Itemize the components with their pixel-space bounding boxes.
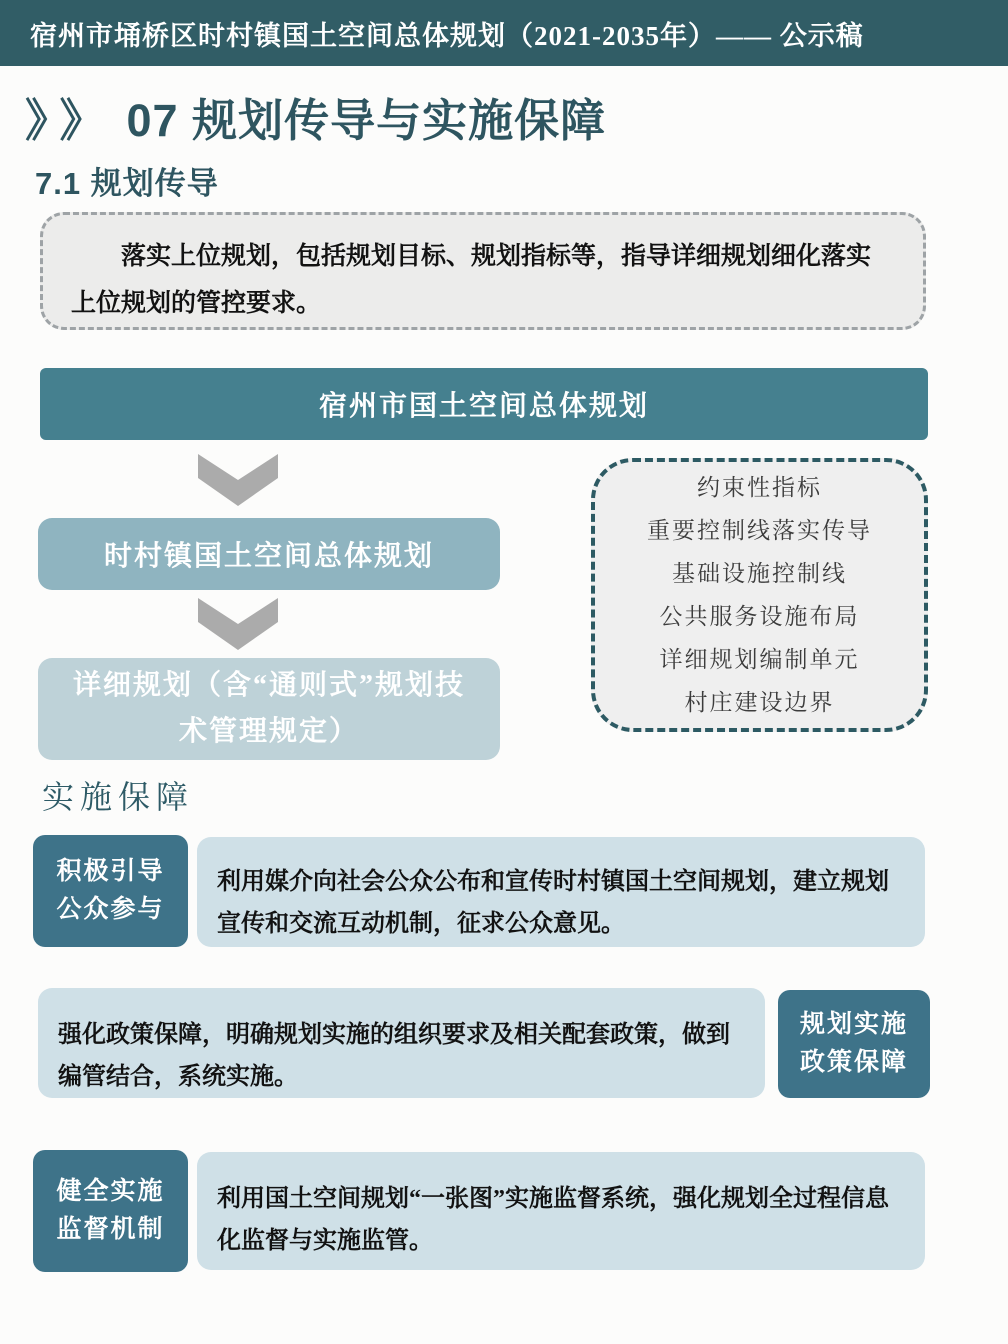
flow-box-detailed-plan (38, 658, 500, 760)
safeguard-label-supervision (33, 1150, 188, 1272)
section-title-text: 07 规划传导与实施保障 (126, 95, 607, 146)
safeguard-label-line: 政策保障 (799, 1049, 908, 1076)
safeguard-label-line: 监督机制 (56, 1216, 165, 1243)
safeguard-label-line: 积极引导 (56, 858, 165, 885)
safeguard-body-policy (38, 988, 765, 1098)
transmission-items-box (591, 458, 928, 732)
header-bar (0, 0, 1008, 66)
double-chevron-marks: 》》 (25, 95, 117, 146)
subsection-heading-safeguard: 实施保障 (42, 779, 195, 815)
transmission-item: 详细规划编制单元 (659, 647, 860, 672)
down-chevron-icon (198, 598, 278, 650)
flow-box-town-plan (38, 518, 500, 590)
flow-box-town-plan-label: 时村镇国土空间总体规划 (103, 541, 434, 572)
safeguard-body-text: 利用媒介向社会公众公布和宣传时村镇国土空间规划，建立规划宣传和交流互动机制，征求公众意见。 (217, 869, 889, 937)
section-title (25, 84, 606, 149)
down-chevron-icon (198, 454, 278, 506)
safeguard-body-supervision (197, 1152, 925, 1270)
safeguard-body-text: 强化政策保障，明确规划实施的组织要求及相关配套政策，做到编管结合，系统实施。 (58, 1022, 730, 1090)
header-title: 宿州市埇桥区时村镇国土空间总体规划（2021-2035年）—— 公示稿 (30, 20, 864, 51)
safeguard-label-policy (778, 990, 930, 1098)
safeguard-label-line: 健全实施 (56, 1178, 165, 1205)
safeguard-body-public-participation (197, 837, 925, 947)
flow-box-detailed-plan-label: 详细规划（含“通则式”规划技术管理规定） (72, 670, 465, 747)
transmission-item: 约束性指标 (697, 475, 822, 500)
transmission-item: 重要控制线落实传导 (647, 518, 872, 543)
safeguard-label-line: 公众参与 (56, 896, 165, 923)
transmission-intro-box (40, 212, 926, 330)
transmission-item: 公共服务设施布局 (659, 604, 860, 629)
flow-box-city-plan (40, 368, 928, 440)
transmission-intro-text: 落实上位规划，包括规划目标、规划指标等，指导详细规划细化落实上位规划的管控要求。 (71, 243, 872, 317)
safeguard-label-line: 规划实施 (799, 1011, 908, 1038)
safeguard-body-text: 利用国土空间规划“一张图”实施监督系统，强化规划全过程信息化监督与实施监管。 (217, 1186, 889, 1254)
subsection-heading-transmission: 7.1 规划传导 (35, 166, 219, 201)
transmission-item: 基础设施控制线 (672, 561, 847, 586)
safeguard-label-public-participation (33, 835, 188, 947)
transmission-item: 村庄建设边界 (684, 690, 835, 715)
flow-box-city-plan-label: 宿州市国土空间总体规划 (318, 391, 649, 422)
